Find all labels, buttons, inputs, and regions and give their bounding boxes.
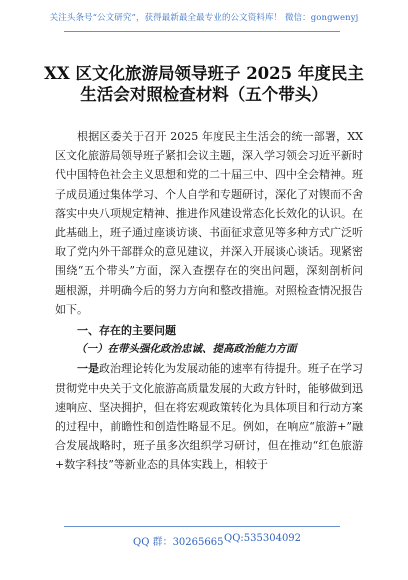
document-title <box>20 63 388 105</box>
footer-divider <box>64 526 340 527</box>
header-divider <box>64 31 340 32</box>
document-body <box>55 127 363 475</box>
problem-paragraph <box>55 359 363 474</box>
footer-qq: QQ:535304092 <box>224 533 302 544</box>
section-heading: 一、存在的主要问题 <box>77 324 176 338</box>
paragraph-body: 政治理论转化为发展动能的速率有待提升。班子在学习贯彻党中央关于文化旅游高质量发展的大政方针时，能够做到迅速响应、坚决拥护，但在将宏观政策转化为具体项目和行动方案的过程中，前瞻性和创造性略显不足。例如，在响应“旅游+”融合发展战略时，班子虽多次组织学习研讨，但在推动“红色旅游+数字科技”等新业态的具体实践上，相较于 <box>55 362 363 472</box>
header-banner: 关注头条号“公文研究”，获得最新最全最专业的公文资料库！ 微信：gongwenyj <box>49 13 359 23</box>
subsection-heading: （一）在带头强化政治忠诚、提高政治能力方面 <box>76 343 297 356</box>
footer-qq-group: QQ 群：30265665 <box>133 537 224 548</box>
intro-paragraph: 根据区委关于召开 2025 年度民主生活会的统一部署，XX 区文化旅游局领导班子紧扣会议主题，深入学习领会习近平新时代中国特色社会主义思想和党的二十届三中、四中全会精神。班子成员通过集体学习、个人自学和专题研讨，深化了对锲而不舍落实中央八项规定精神、推进作风建设常态化长效化的认识。在此基础上，班子通过座谈访谈、书面征求意见等多种方式广泛听取了党内外干部群众的意见建议，并深入开展谈心谈话。现紧密围绕“五个带头”方面，深入查摆存在的突出问题，深刻剖析问题根源，并明确今后的努力方向和整改措施。对照检查情况报告如下。 <box>55 130 363 316</box>
title-line-2: 生活会对照检查材料（五个带头） <box>80 85 328 104</box>
title-line-1: XX 区文化旅游局领导班子 2025 年度民主 <box>44 64 364 83</box>
paragraph-lead: 一是 <box>77 362 99 376</box>
